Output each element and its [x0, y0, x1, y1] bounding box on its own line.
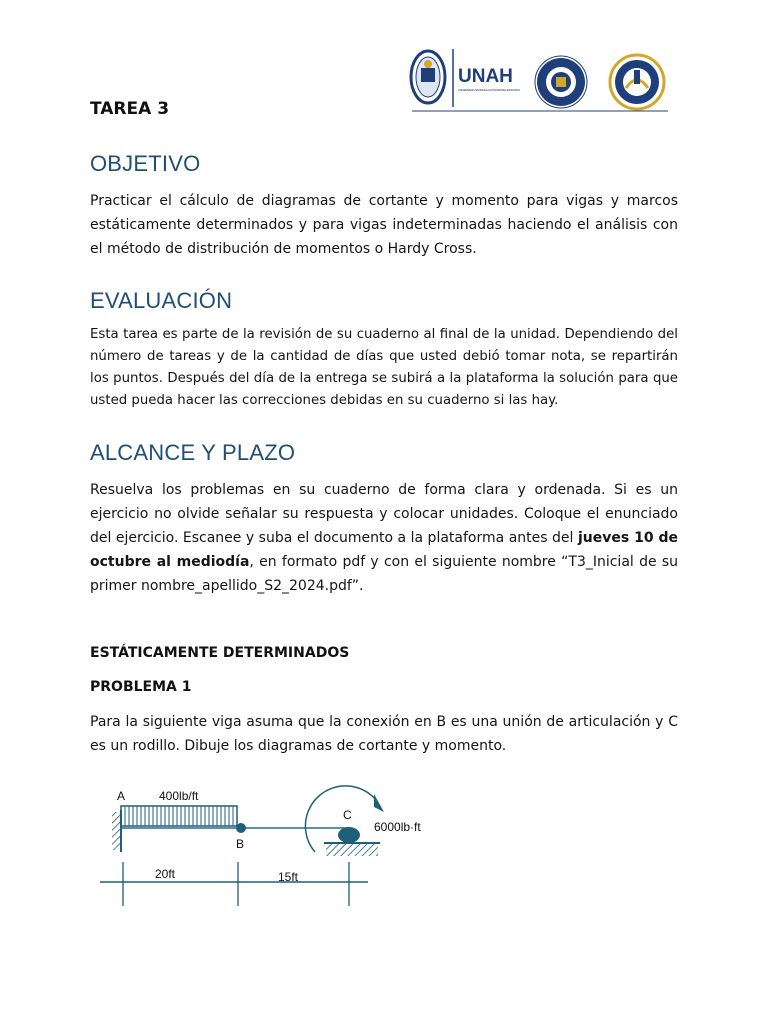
moment-label: 6000lb·ft: [374, 820, 421, 834]
roller-c: [338, 827, 360, 843]
alcance-heading: ALCANCE Y PLAZO: [90, 440, 296, 465]
distributed-load: [121, 806, 237, 826]
unah-subtext: UNIVERSIDAD NACIONAL AUTÓNOMA DE HONDURAS: [458, 88, 520, 92]
beam-figure: [96, 782, 436, 910]
label-a: A: [117, 789, 126, 803]
institution-logos: [404, 44, 670, 114]
fixed-support-a: [112, 812, 120, 850]
alcance-text-before: Resuelva los problemas en su cuaderno de forma clara y ordenada. Si es un ejercicio no olvide señalar su respuesta y colocar unidades. Coloque el enunciado del ejercicio. Escanee y suba el documento a la plataforma antes del: [90, 482, 678, 546]
alcance-text: [90, 478, 678, 598]
evaluacion-text: Esta tarea es parte de la revisión de su cuaderno al final de la unidad. Dependiendo del número de tareas y de la cantidad de días que usted debió tomar nota, se repartirán los puntos. Después del día de la entrega se subirá a la plataforma la solución para que usted pueda hacer las correcciones debidas en su cuaderno si las hay.: [90, 327, 678, 408]
span-1-label: 20ft: [155, 867, 176, 881]
alcance-text-after: , en formato pdf y con el siguiente nombre “T3_Inicial de su primer nombre_apellido_S2_2024.pdf”.: [90, 554, 679, 594]
section-title: ESTÁTICAMENTE DETERMINADOS: [90, 645, 350, 661]
evaluacion-heading: EVALUACIÓN: [90, 288, 233, 313]
unah-seal-icon: [411, 51, 445, 103]
task-title: TAREA 3: [90, 99, 170, 119]
objetivo-heading: OBJETIVO: [90, 151, 201, 176]
label-c: C: [343, 808, 352, 822]
unah-wordmark: UNAH: [458, 66, 513, 87]
span-2-label: 15ft: [278, 870, 299, 884]
problema-1-title: PROBLEMA 1: [90, 679, 192, 695]
label-b: B: [236, 837, 245, 851]
hinge-b: [236, 823, 246, 833]
faculty-seal-icon: [535, 56, 587, 108]
deadline-text: jueves 10 de octubre al mediodía: [90, 530, 678, 570]
load-label: 400lb/ft: [159, 789, 199, 803]
objetivo-text: Practicar el cálculo de diagramas de cortante y momento para vigas y marcos estáticamente determinados y para vigas indeterminadas haciendo el análisis con el método de distribución de momentos o Hardy Cross.: [90, 193, 678, 257]
department-seal-icon: [610, 55, 664, 109]
problema-1-text: Para la siguiente viga asuma que la conexión en B es una unión de articulación y C es un rodillo. Dibuje los diagramas de cortante y momento.: [90, 714, 678, 754]
